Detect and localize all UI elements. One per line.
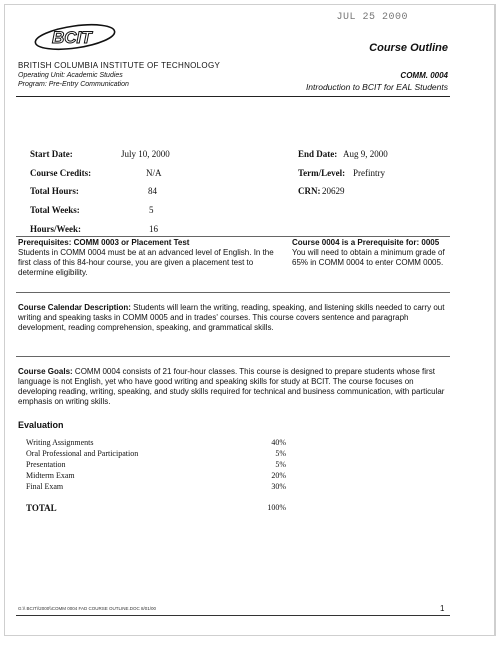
calendar-divider bbox=[16, 292, 450, 293]
crn-value: 20629 bbox=[322, 186, 345, 196]
evaluation-item: Oral Professional and Participation bbox=[26, 449, 139, 458]
goals-divider bbox=[16, 356, 450, 357]
total-label: TOTAL bbox=[26, 503, 57, 513]
footer-divider bbox=[16, 615, 450, 616]
prerequisites-text: Students in COMM 0004 must be at an advanced level of English. In the first class of this 84-hour course, you are given a placement test to determine eligibility. bbox=[18, 248, 274, 277]
term-label: Term/Level: bbox=[298, 168, 346, 178]
total-hours-value: 84 bbox=[148, 186, 157, 196]
evaluation-row bbox=[26, 471, 286, 482]
page-number: 1 bbox=[440, 604, 445, 613]
calendar-label: Course Calendar Description: bbox=[18, 303, 131, 312]
goals-label: Course Goals: bbox=[18, 367, 73, 376]
term-value: Prefintry bbox=[353, 168, 385, 178]
evaluation-row bbox=[26, 438, 286, 449]
start-date-value: July 10, 2000 bbox=[121, 149, 170, 159]
evaluation-row bbox=[26, 460, 286, 471]
evaluation-title: Evaluation bbox=[18, 420, 64, 430]
credits-value: N/A bbox=[146, 168, 162, 178]
footer-file-path: G:\\ BCIT\\2000\\COMM 0004 FAD COURSE OUTLINE.DOC 8/01/00 bbox=[18, 606, 157, 611]
total-value: 100% bbox=[267, 503, 286, 512]
document-title: Course Outline bbox=[369, 42, 448, 54]
prerequisites-title: Prerequisites: COMM 0003 or Placement Test bbox=[18, 238, 190, 247]
evaluation-item: Final Exam bbox=[26, 482, 64, 491]
prerequisite-for-text: You will need to obtain a minimum grade of 65% in COMM 0004 to enter COMM 0005. bbox=[292, 248, 445, 267]
course-name: Introduction to BCIT for EAL Students bbox=[305, 82, 448, 92]
svg-text:BCIT: BCIT bbox=[52, 28, 92, 47]
calendar-description bbox=[18, 303, 450, 333]
end-date-value: Aug 9, 2000 bbox=[343, 149, 388, 159]
calendar-text: Students will learn the writing, reading, speaking, and listening skills needed to carry out writing and speaking tasks in COMM 0005 and in trades' courses. This course covers sentence and paragraph development, reading comprehension, speaking, and grammatical skills. bbox=[18, 303, 445, 332]
hours-week-label: Hours/Week: bbox=[30, 224, 81, 234]
course-goals bbox=[18, 367, 450, 407]
evaluation-weight: 20% bbox=[271, 471, 286, 480]
evaluation-weight: 40% bbox=[271, 438, 286, 447]
program-name: Program: Pre-Entry Communication bbox=[18, 81, 129, 88]
header-divider bbox=[16, 96, 450, 97]
evaluation-weight: 5% bbox=[275, 449, 286, 458]
date-stamp: JUL 25 2000 bbox=[336, 12, 408, 23]
prerequisites-block bbox=[18, 238, 276, 278]
end-date-label: End Date: bbox=[298, 149, 338, 159]
total-weeks-value: 5 bbox=[149, 205, 154, 215]
evaluation-row bbox=[26, 449, 286, 460]
evaluation-item: Writing Assignments bbox=[26, 438, 94, 447]
course-code: COMM. 0004 bbox=[400, 71, 448, 80]
prereq-divider bbox=[16, 236, 450, 237]
bcit-logo bbox=[32, 22, 118, 52]
hours-week-value: 16 bbox=[149, 224, 158, 234]
crn-label: CRN: bbox=[298, 186, 321, 196]
goals-text: COMM 0004 consists of 21 four-hour classes. This course is designed to prepare students whose first language is not English, yet who have good writing and speaking skills for study at BCIT. The course focuses on developing reading, writing, speaking, and study skills required for technical and business communication, with particular emphasis on writing skills. bbox=[18, 367, 445, 406]
evaluation-item: Midterm Exam bbox=[26, 471, 75, 480]
evaluation-weight: 5% bbox=[275, 460, 286, 469]
institution-name: BRITISH COLUMBIA INSTITUTE OF TECHNOLOGY bbox=[18, 61, 221, 70]
start-date-label: Start Date: bbox=[30, 149, 73, 159]
evaluation-row bbox=[26, 482, 286, 493]
operating-unit: Operating Unit: Academic Studies bbox=[18, 72, 123, 79]
total-hours-label: Total Hours: bbox=[30, 186, 79, 196]
total-weeks-label: Total Weeks: bbox=[30, 205, 80, 215]
evaluation-table bbox=[26, 438, 286, 493]
evaluation-weight: 30% bbox=[271, 482, 286, 491]
evaluation-item: Presentation bbox=[26, 460, 66, 469]
credits-label: Course Credits: bbox=[30, 168, 92, 178]
evaluation-total-row bbox=[26, 503, 286, 513]
prerequisite-for-title: Course 0004 is a Prerequisite for: 0005 bbox=[292, 238, 440, 247]
prerequisite-for-block bbox=[292, 238, 450, 268]
